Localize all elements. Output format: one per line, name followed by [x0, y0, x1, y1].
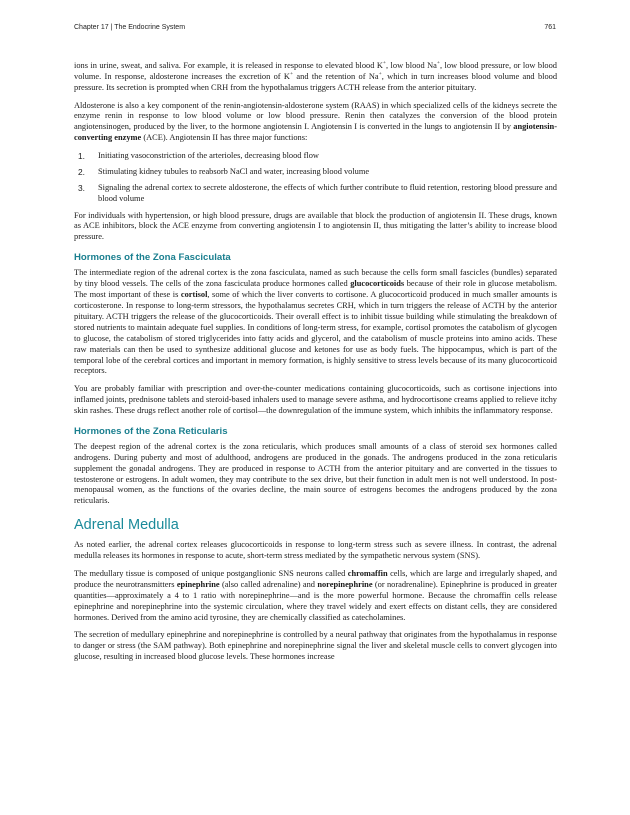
running-header — [74, 24, 556, 31]
text-run: (ACE). Angiotensin II has three major functions: — [141, 133, 308, 143]
paragraph-ace-inhibitors: For individuals with hypertension, or high blood pressure, drugs are available that block the production of angiotensin II. These drugs, known as ACE inhibitors, block the ACE enzyme from converting angiotensin I to angiotensin II, thus mitigating the latter’s ability to increase blood pressure. — [74, 210, 557, 242]
paragraph-medulla-intro: As noted earlier, the adrenal cortex releases glucocorticoids in response to long-term stress such as severe illness. In contrast, the adrenal medulla releases its hormones in response to acute, short-term stress mediated by the sympathetic nervous system (SNS). — [74, 540, 557, 561]
text-run: (also called adrenaline) and — [219, 579, 318, 589]
text-run: The intermediate region of the adrenal cortex is the zona fasciculata, named as such because the cells form small fascicles (bundles) separated by tiny blood vessels. The cells of the zona fasciculata produce hormones called — [74, 268, 557, 289]
text-run: , which in turn increases blood volume and blood pressure. Its secretion is prompted when CRH from the hypothalamus triggers ACTH release from the anterior pituitary. — [74, 71, 558, 92]
list-item — [74, 151, 557, 162]
text-run: and the retention of Na — [293, 71, 379, 81]
body-text — [74, 61, 557, 670]
page-number: 761 — [544, 24, 556, 31]
superscript: + — [436, 60, 440, 67]
key-term: epinephrine — [176, 579, 220, 589]
superscript: + — [378, 71, 382, 78]
text-run: (or noradrenaline). Epinephrine is produced in greater quantities—approximately a 4 to 1 ratio with norepinephrine—and is the more powerful hormone. Because the chromaffin cells release epinephrine and norepinephrine into the systemic circulation, where they travel widely and exert effects on distant cells, they are considered hormones. Derived from the amino acid tyrosine, they are chemically classified as catecholamines. — [74, 579, 557, 622]
list-item — [74, 167, 557, 178]
paragraph-raas — [74, 101, 557, 145]
heading-zona-reticularis: Hormones of the Zona Reticularis — [74, 425, 228, 437]
list-text: Stimulating kidney tubules to reabsorb NaCl and water, increasing blood volume — [98, 166, 370, 176]
paragraph-fasciculata — [74, 268, 557, 377]
text-run: , low blood pressure, or low blood volume. In response, aldosterone increases the excretion of K — [74, 61, 557, 81]
superscript: + — [382, 60, 387, 67]
paragraph-glucocorticoid-medications: You are probably familiar with prescription and over-the-counter medications containing glucocorticoids, such as cortisone injections into inflamed joints, prednisone tablets and steroid-based inhalers used to manage severe asthma, and hydrocortisone creams applied to relieve itchy skin rashes. These drugs reflect another role of cortisol—the downregulation of the immune system, which inhibits the inflammatory response. — [74, 384, 557, 415]
list-number: 1. — [78, 150, 85, 161]
list-number: 3. — [78, 182, 85, 193]
list-text: Signaling the adrenal cortex to secrete aldosterone, the effects of which further contribute to fluid retention, restoring blood pressure and blood volume — [98, 182, 557, 203]
angiotensin-functions-list — [74, 151, 557, 205]
text-run: The medullary tissue is composed of unique postganglionic SNS neurons called — [74, 568, 348, 578]
text-run: Aldosterone is also a key component of the renin-angiotensin-aldosterone system (RAAS) in which specialized cells of the kidneys secrete the enzyme renin in response to low blood volume or low blood pressure. Renin then catalyzes the conversion of the blood protein angiotensinogen, produced by the liver, to the hormone angiotensin I. Angiotensin I is converted in the lungs to angiotensin II by — [74, 100, 557, 132]
superscript: + — [289, 71, 294, 78]
key-term: chromaffin — [347, 568, 388, 578]
text-run: , some of which the liver converts to cortisone. A glucocorticoid produced in much smaller amounts is corticosterone. In response to long-term stressors, the hypothalamus secretes CRH, which in turn triggers the release of ACTH by the anterior pituitary. ACTH triggers the release of the glucocorticoids. Their overall effect is to inhibit tissue building while stimulating the breakdown of stored nutrients to maintain adequate fuel supplies. In conditions of long-term stress, for example, cortisol promotes the catabolism of glycogen to glucose, the catabolism of stored triglycerides into fatty acids and glycerol, and the catabolism of muscle proteins into amino acids. These raw materials can then be used to synthesize additional glucose and ketones for use as body fuels. The hippocampus, which is part of the temporal lobe of the cerebral cortices and important in memory formation, is highly sensitive to stress levels because of its many glucocorticoid receptors. — [74, 290, 557, 376]
text-run: ions in urine, sweat, and saliva. For example, it is released in response to elevated blood K — [74, 61, 383, 70]
paragraph-reticularis: The deepest region of the adrenal cortex is the zona reticularis, which produces small amounts of a class of steroid sex hormones called androgens. During puberty and most of adulthood, androgens are produced in the gonads. The androgens produced in the zona reticularis supplement the gonadal androgens. They are produced in response to ACTH from the anterior pituitary and are converted in the tissues to testosterone or estrogens. In adult women, they may contribute to the sex drive, but their function in adult men is not well understood. In post-menopausal women, as the functions of the ovaries decline, the main source of estrogens becomes the androgens produced by the zona reticularis. — [74, 441, 557, 506]
key-term: norepinephrine — [317, 579, 373, 589]
text-run: because of their role in glucose metabolism. The most important of these is — [74, 279, 557, 300]
paragraph-medullary-tissue — [74, 569, 557, 624]
chapter-title: Chapter 17 | The Endocrine System — [74, 24, 186, 31]
list-number: 2. — [78, 166, 85, 177]
key-term: cortisol — [180, 290, 208, 300]
key-term: angiotensin-converting enzyme — [74, 122, 557, 143]
text-run: , low blood Na — [386, 61, 437, 70]
paragraph-aldosterone-release — [74, 61, 557, 94]
paragraph-medulla-secretion: The secretion of medullary epinephrine and norepinephrine is controlled by a neural pathway that originates from the hypothalamus in response to danger or stress (the SAM pathway). Both epinephrine and norepinephrine signal the liver and skeletal muscle cells to convert glycogen into glucose, resulting in increased blood glucose levels. These hormones increase — [74, 630, 557, 662]
heading-adrenal-medulla: Adrenal Medulla — [74, 517, 179, 534]
key-term: glucocorticoids — [350, 279, 405, 289]
heading-zona-fasciculata: Hormones of the Zona Fasciculata — [74, 252, 231, 264]
list-item — [74, 183, 557, 205]
text-run: cells, which are large and irregularly shaped, and produce the neurotransmitters — [74, 568, 557, 589]
list-text: Initiating vasoconstriction of the arterioles, decreasing blood flow — [98, 150, 319, 160]
